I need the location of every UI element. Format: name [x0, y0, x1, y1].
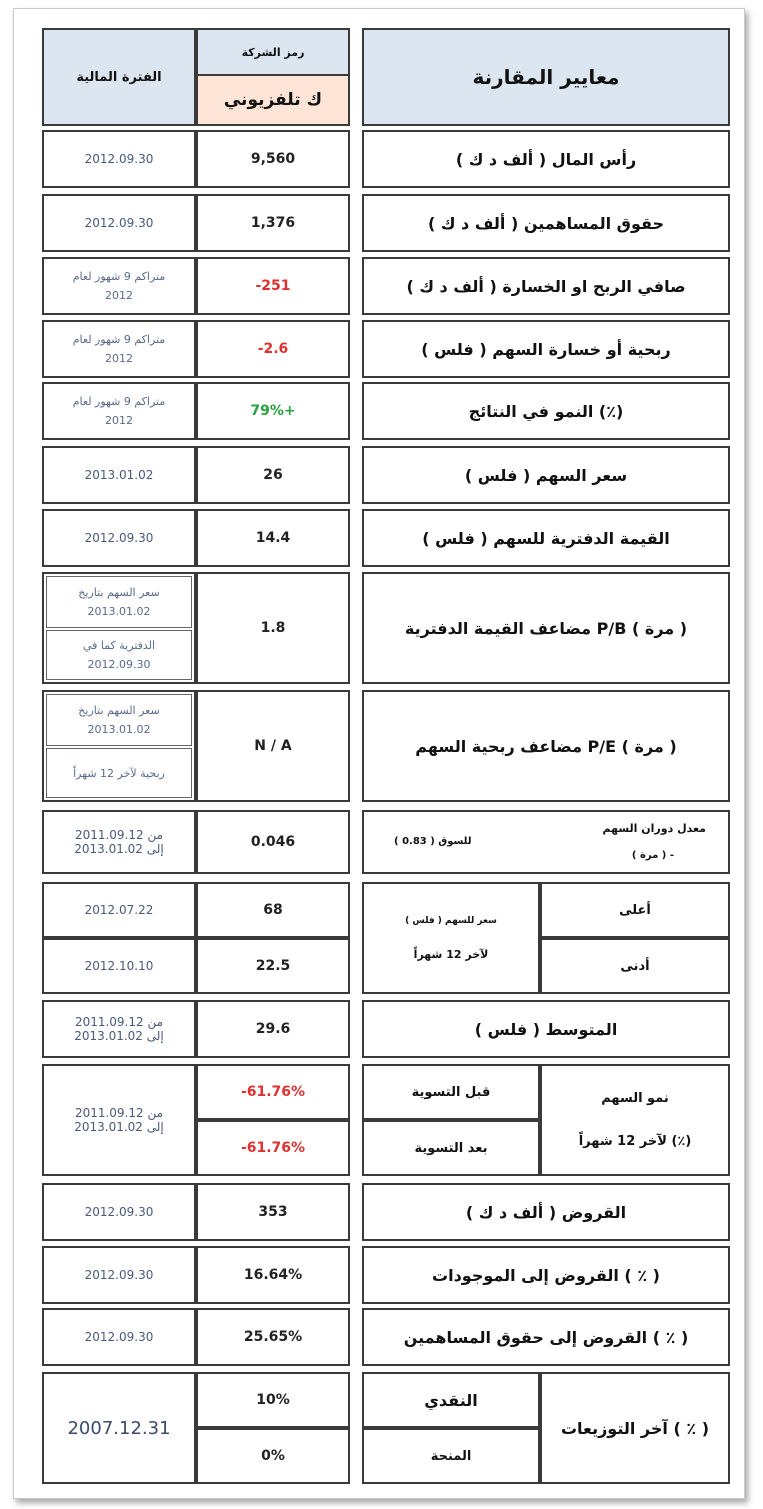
bonus-label: المنحة — [430, 1448, 472, 1464]
period-text: متراكم 9 شهور لعام 2012 — [72, 395, 166, 427]
dividends-label-cell — [540, 1372, 730, 1484]
period-text: سعر السهم بتاريخ 2013.01.02 — [78, 704, 160, 736]
value-cell-8 — [196, 690, 350, 802]
criterion-label: القروض ( ألف د ك ) — [465, 1202, 627, 1222]
period-text: متراكم 9 شهور لعام 2012 — [72, 270, 166, 302]
dividends-cash-value — [196, 1372, 350, 1428]
period-text: إلى 2013.01.02 — [74, 1029, 164, 1043]
value-text: 25.65% — [243, 1329, 303, 1345]
value-cell-5 — [196, 446, 350, 504]
period-text: إلى 2013.01.02 — [74, 842, 164, 856]
value-text: N / A — [254, 738, 292, 754]
value-cell-0 — [196, 130, 350, 188]
period-text: 2012.09.30 — [84, 1330, 154, 1344]
price-group-label: سعر للسهم ( فلس ) — [405, 915, 497, 926]
value-text: 10% — [256, 1392, 290, 1408]
value-text: 0.046 — [250, 834, 296, 850]
average-period-cell — [42, 1000, 196, 1058]
low-date-cell — [42, 938, 196, 994]
after-settlement-label: بعد التسوية — [414, 1140, 488, 1156]
growth-after-label — [362, 1120, 540, 1176]
period-text: من 2011.09.12 — [74, 1106, 164, 1120]
loans-label-2 — [362, 1308, 730, 1366]
turnover-value-cell — [196, 810, 350, 874]
period-text: ربحية لآخر 12 شهراً — [73, 766, 165, 780]
criterion-label: ربحية أو خسارة السهم ( فلس ) — [421, 339, 671, 359]
value-cell-1 — [196, 194, 350, 252]
period-cell-0 — [42, 130, 196, 188]
period-sub-8b — [46, 748, 192, 798]
turnover-period-cell — [42, 810, 196, 874]
period-text: من 2011.09.12 — [74, 1015, 164, 1029]
period-text: من 2011.09.12 — [74, 828, 164, 842]
period-cell-5 — [42, 446, 196, 504]
dividends-bonus-value — [196, 1428, 350, 1484]
value-cell-3 — [196, 320, 350, 378]
value-text: 68 — [263, 902, 283, 918]
dividends-cash-label — [362, 1372, 540, 1428]
value-text: 9,560 — [250, 151, 296, 167]
value-text: 1.8 — [260, 620, 286, 636]
value-text: -251 — [255, 278, 291, 294]
stock-growth-label: نمو السهم — [601, 1091, 669, 1106]
loans-label-0 — [362, 1183, 730, 1241]
period-text: متراكم 9 شهور لعام 2012 — [72, 333, 166, 365]
period-cell-6 — [42, 509, 196, 567]
loans-period-0 — [42, 1183, 196, 1241]
period-cell-1 — [42, 194, 196, 252]
period-text: 2012.09.30 — [84, 152, 154, 166]
growth-before-label — [362, 1064, 540, 1120]
dividends-label: آخر التوزيعات ( ٪ ) — [560, 1418, 710, 1438]
criterion-label: القروض إلى الموجودات ( ٪ ) — [432, 1265, 660, 1285]
turnover-unit: ( مرة ) - — [631, 850, 674, 861]
price-group-period: لآخر 12 شهراً — [413, 947, 489, 961]
label-cell-8 — [362, 690, 730, 802]
high-date-cell — [42, 882, 196, 938]
high-value-cell — [196, 882, 350, 938]
period-header-label: الفترة المالية — [76, 69, 162, 85]
growth-label-cell — [540, 1064, 730, 1176]
high-label: أعلى — [619, 902, 651, 918]
period-text: 2013.01.02 — [84, 468, 154, 482]
value-text: 0% — [261, 1448, 285, 1464]
criterion-label: رأس المال ( ألف د ك ) — [455, 149, 637, 169]
criterion-label: المتوسط ( فلس ) — [474, 1019, 618, 1039]
loans-period-2 — [42, 1308, 196, 1366]
header-period — [42, 28, 196, 126]
value-cell-7 — [196, 572, 350, 684]
label-cell-6 — [362, 509, 730, 567]
value-text: 26 — [263, 467, 283, 483]
stock-growth-period: لآخر 12 شهراً (٪) — [578, 1134, 692, 1149]
growth-period-cell — [42, 1064, 196, 1176]
growth-after-value — [196, 1120, 350, 1176]
average-label-cell — [362, 1000, 730, 1058]
value-text: 22.5 — [255, 958, 291, 974]
low-label-cell — [540, 938, 730, 994]
value-text: 1,376 — [250, 215, 296, 231]
loans-label-1 — [362, 1246, 730, 1304]
label-cell-4 — [362, 382, 730, 440]
market-turnover-label: للسوق ( 0.83 ) — [394, 836, 472, 847]
label-cell-0 — [362, 130, 730, 188]
value-cell-4 — [196, 382, 350, 440]
growth-before-value — [196, 1064, 350, 1120]
period-text: 2012.09.30 — [84, 216, 154, 230]
value-text: 29.6 — [255, 1021, 291, 1037]
label-cell-3 — [362, 320, 730, 378]
loans-period-1 — [42, 1246, 196, 1304]
criterion-label: صافي الربح او الخسارة ( ألف د ك ) — [406, 276, 686, 296]
criterion-label: النمو في النتائج (٪) — [468, 401, 624, 421]
criterion-label: حقوق المساهمين ( ألف د ك ) — [427, 213, 665, 233]
criterion-label: مضاعف القيمة الدفترية P/B ( مرة ) — [404, 618, 688, 638]
period-text: سعر السهم بتاريخ 2013.01.02 — [78, 586, 160, 618]
value-text: 353 — [258, 1204, 288, 1220]
cash-label: النقدي — [424, 1390, 478, 1410]
company-name: ك تلفزيوني — [223, 90, 323, 110]
label-cell-1 — [362, 194, 730, 252]
period-text: 2012.07.22 — [84, 903, 154, 917]
header-company — [196, 74, 350, 126]
criterion-label: القروض إلى حقوق المساهمين ( ٪ ) — [403, 1327, 689, 1347]
criterion-label: سعر السهم ( فلس ) — [464, 465, 628, 485]
loans-value-2 — [196, 1308, 350, 1366]
period-text: 2012.09.30 — [84, 1205, 154, 1219]
period-cell-2 — [42, 257, 196, 315]
price-group-cell — [362, 882, 540, 994]
value-cell-2 — [196, 257, 350, 315]
value-text: -61.76% — [240, 1140, 306, 1156]
turnover-label-cell — [362, 810, 730, 874]
turnover-label: معدل دوران السهم — [602, 822, 706, 835]
period-text: 2007.12.31 — [67, 1417, 171, 1439]
dividends-period-cell — [42, 1372, 196, 1484]
value-text: -2.6 — [257, 341, 289, 357]
high-label-cell — [540, 882, 730, 938]
period-text: الدفترية كما في 2012.09.30 — [82, 639, 156, 671]
dividends-bonus-label — [362, 1428, 540, 1484]
value-text: 16.64% — [243, 1267, 303, 1283]
label-cell-2 — [362, 257, 730, 315]
criterion-label: مضاعف ربحية السهم P/E ( مرة ) — [415, 736, 677, 756]
period-cell-3 — [42, 320, 196, 378]
label-cell-5 — [362, 446, 730, 504]
value-cell-6 — [196, 509, 350, 567]
before-settlement-label: قبل التسوية — [411, 1084, 491, 1100]
period-text: إلى 2013.01.02 — [74, 1120, 164, 1134]
low-label: أدنى — [620, 958, 650, 974]
period-sub-7a — [46, 576, 192, 628]
loans-value-1 — [196, 1246, 350, 1304]
label-cell-7 — [362, 572, 730, 684]
period-sub-8a — [46, 694, 192, 746]
company-code-label: رمز الشركة — [241, 45, 305, 59]
period-text: 2012.10.10 — [84, 959, 154, 973]
period-text: 2012.09.30 — [84, 531, 154, 545]
value-text: 14.4 — [255, 530, 291, 546]
loans-value-0 — [196, 1183, 350, 1241]
criterion-label: القيمة الدفترية للسهم ( فلس ) — [422, 528, 670, 548]
low-value-cell — [196, 938, 350, 994]
average-value-cell — [196, 1000, 350, 1058]
period-text: 2012.09.30 — [84, 1268, 154, 1282]
criteria-header-label: معايير المقارنة — [472, 65, 620, 89]
value-text: 79%+ — [250, 403, 296, 419]
value-text: -61.76% — [240, 1084, 306, 1100]
header-criteria — [362, 28, 730, 126]
period-sub-7b — [46, 630, 192, 680]
period-cell-4 — [42, 382, 196, 440]
header-company-code — [196, 28, 350, 76]
